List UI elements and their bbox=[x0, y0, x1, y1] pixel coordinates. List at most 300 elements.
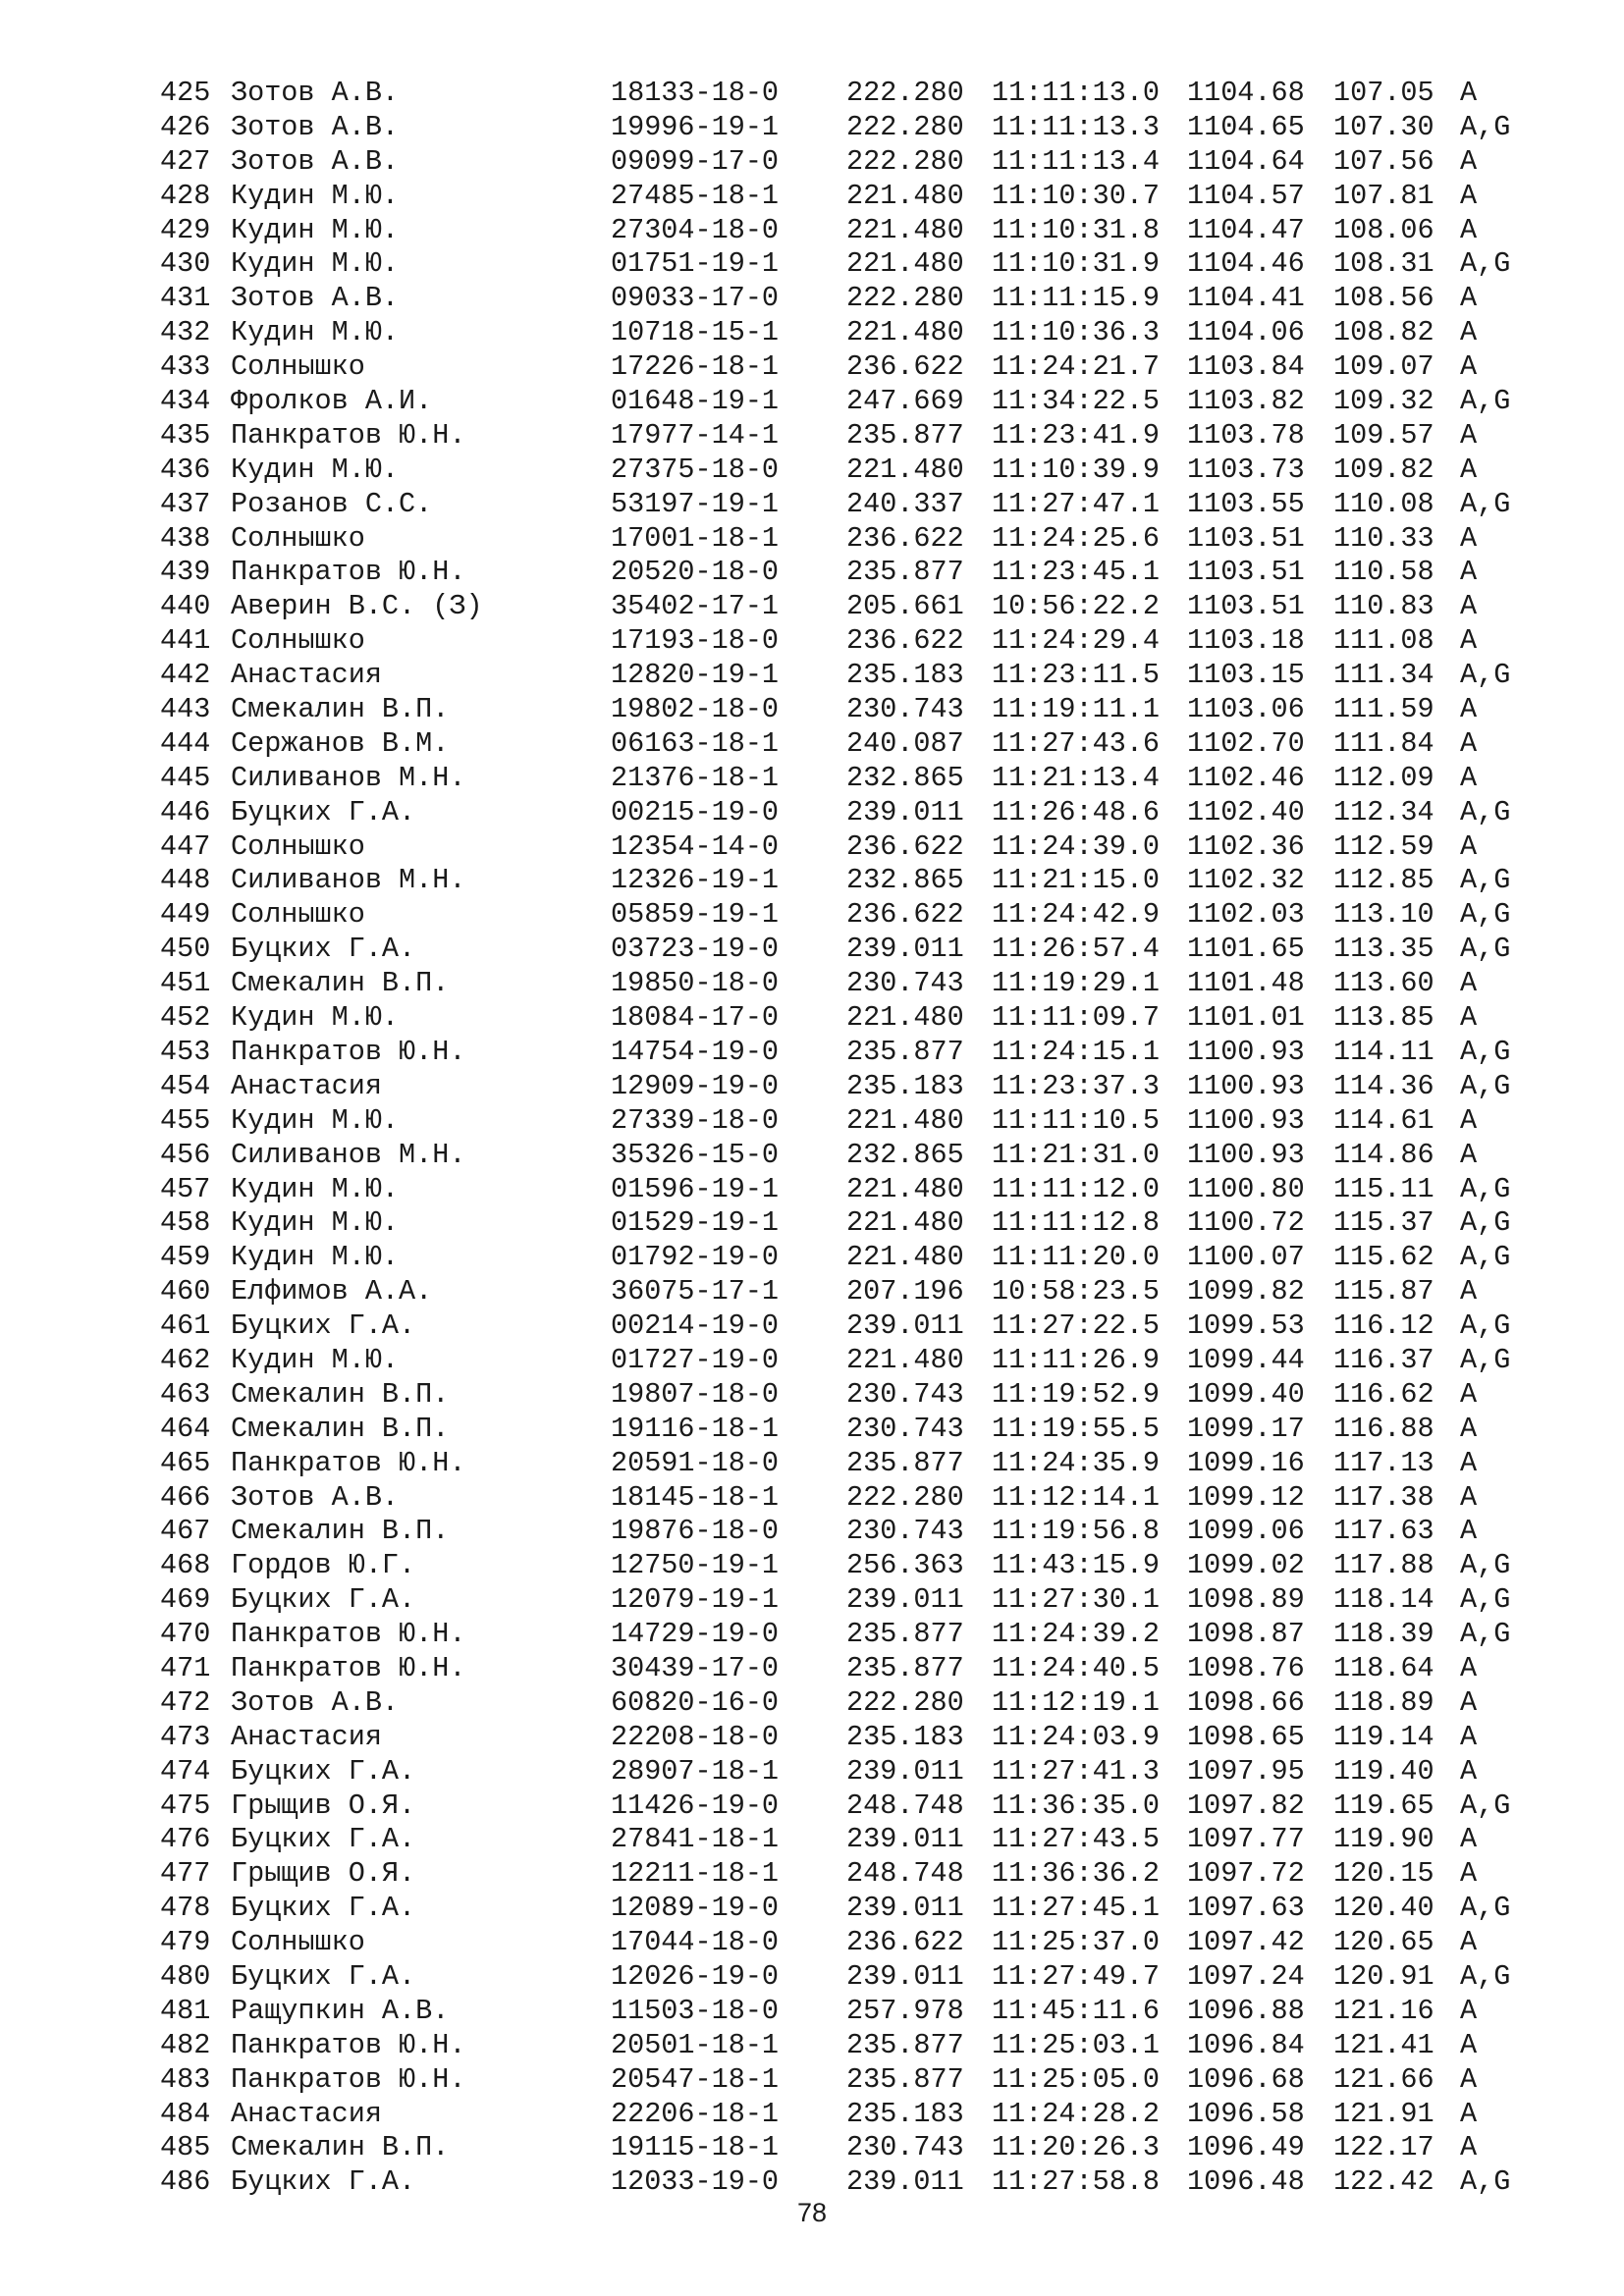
fancier-name: Кудин М.Ю. bbox=[231, 247, 400, 281]
flag: A,G bbox=[1460, 898, 1511, 932]
fancier-name: Грыщив О.Я. bbox=[231, 1789, 416, 1822]
fancier-name: Буцких Г.А. bbox=[231, 1583, 416, 1617]
distance: 256.363 bbox=[846, 1549, 964, 1582]
speed: 1099.44 bbox=[1187, 1343, 1305, 1376]
arrival-time: 11:12:19.1 bbox=[992, 1685, 1161, 1719]
result-number: 469 bbox=[160, 1583, 211, 1617]
arrival-time: 11:24:28.2 bbox=[992, 2097, 1161, 2130]
points: 112.34 bbox=[1333, 795, 1435, 828]
arrival-time: 11:36:36.2 bbox=[992, 1857, 1161, 1891]
points: 112.09 bbox=[1333, 761, 1435, 794]
speed: 1100.93 bbox=[1187, 1035, 1305, 1068]
speed: 1104.68 bbox=[1187, 77, 1305, 109]
points: 117.63 bbox=[1333, 1515, 1435, 1548]
ring-number: 27339-18-0 bbox=[611, 1103, 780, 1137]
points: 118.14 bbox=[1333, 1583, 1435, 1617]
arrival-time: 11:26:48.6 bbox=[992, 795, 1161, 828]
result-number: 475 bbox=[160, 1789, 211, 1822]
fancier-name: Панкратов Ю.Н. bbox=[231, 2062, 466, 2096]
ring-number: 11503-18-0 bbox=[611, 1994, 780, 2027]
result-number: 434 bbox=[160, 385, 211, 418]
fancier-name: Кудин М.Ю. bbox=[231, 316, 400, 349]
result-number: 448 bbox=[160, 864, 211, 897]
distance: 221.480 bbox=[846, 316, 964, 349]
result-number: 444 bbox=[160, 726, 211, 760]
points: 111.84 bbox=[1333, 726, 1435, 760]
speed: 1099.16 bbox=[1187, 1446, 1305, 1479]
fancier-name: Солнышко bbox=[231, 350, 365, 384]
speed: 1100.93 bbox=[1187, 1103, 1305, 1137]
ring-number: 18133-18-0 bbox=[611, 77, 780, 109]
points: 116.62 bbox=[1333, 1377, 1435, 1411]
arrival-time: 11:27:47.1 bbox=[992, 487, 1161, 520]
flag: A,G bbox=[1460, 1035, 1511, 1068]
ring-number: 21376-18-1 bbox=[611, 761, 780, 794]
result-number: 464 bbox=[160, 1412, 211, 1445]
flag: A bbox=[1460, 761, 1478, 794]
points: 109.82 bbox=[1333, 453, 1435, 486]
fancier-name: Кудин М.Ю. bbox=[231, 1241, 400, 1274]
arrival-time: 11:45:11.6 bbox=[992, 1994, 1161, 2027]
result-number: 478 bbox=[160, 1892, 211, 1925]
result-number: 439 bbox=[160, 556, 211, 589]
result-number: 470 bbox=[160, 1618, 211, 1651]
arrival-time: 11:11:26.9 bbox=[992, 1343, 1161, 1376]
distance: 230.743 bbox=[846, 967, 964, 1000]
arrival-time: 11:19:52.9 bbox=[992, 1377, 1161, 1411]
fancier-name: Панкратов Ю.Н. bbox=[231, 1651, 466, 1684]
distance: 239.011 bbox=[846, 1309, 964, 1343]
fancier-name: Силиванов М.Н. bbox=[231, 1138, 466, 1171]
ring-number: 19996-19-1 bbox=[611, 110, 780, 143]
arrival-time: 11:11:13.0 bbox=[992, 77, 1161, 109]
points: 113.10 bbox=[1333, 898, 1435, 932]
speed: 1097.24 bbox=[1187, 1959, 1305, 1993]
ring-number: 22208-18-0 bbox=[611, 1720, 780, 1753]
points: 118.89 bbox=[1333, 1685, 1435, 1719]
distance: 221.480 bbox=[846, 1172, 964, 1205]
speed: 1103.84 bbox=[1187, 350, 1305, 384]
arrival-time: 11:10:30.7 bbox=[992, 179, 1161, 212]
points: 110.33 bbox=[1333, 521, 1435, 555]
flag: A bbox=[1460, 2062, 1478, 2096]
points: 112.85 bbox=[1333, 864, 1435, 897]
speed: 1096.68 bbox=[1187, 2062, 1305, 2096]
result-number: 466 bbox=[160, 1480, 211, 1514]
distance: 235.877 bbox=[846, 556, 964, 589]
flag: A bbox=[1460, 1857, 1478, 1891]
page-number: 78 bbox=[796, 2198, 828, 2227]
ring-number: 01529-19-1 bbox=[611, 1206, 780, 1240]
result-number: 456 bbox=[160, 1138, 211, 1171]
points: 114.11 bbox=[1333, 1035, 1435, 1068]
distance: 247.669 bbox=[846, 385, 964, 418]
distance: 235.183 bbox=[846, 1720, 964, 1753]
ring-number: 20520-18-0 bbox=[611, 556, 780, 589]
points: 115.62 bbox=[1333, 1241, 1435, 1274]
arrival-time: 11:23:37.3 bbox=[992, 1069, 1161, 1102]
flag: A bbox=[1460, 1001, 1478, 1035]
result-number: 461 bbox=[160, 1309, 211, 1343]
arrival-time: 11:23:11.5 bbox=[992, 659, 1161, 692]
ring-number: 09033-17-0 bbox=[611, 282, 780, 315]
points: 113.85 bbox=[1333, 1001, 1435, 1035]
points: 116.88 bbox=[1333, 1412, 1435, 1445]
result-number: 451 bbox=[160, 967, 211, 1000]
result-number: 485 bbox=[160, 2131, 211, 2164]
points: 117.38 bbox=[1333, 1480, 1435, 1514]
result-number: 462 bbox=[160, 1343, 211, 1376]
points: 115.87 bbox=[1333, 1275, 1435, 1308]
fancier-name: Панкратов Ю.Н. bbox=[231, 418, 466, 452]
result-number: 452 bbox=[160, 1001, 211, 1035]
fancier-name: Зотов А.В. bbox=[231, 282, 400, 315]
distance: 236.622 bbox=[846, 829, 964, 863]
result-number: 480 bbox=[160, 1959, 211, 1993]
distance: 239.011 bbox=[846, 1959, 964, 1993]
ring-number: 01727-19-0 bbox=[611, 1343, 780, 1376]
flag: A,G bbox=[1460, 385, 1511, 418]
fancier-name: Кудин М.Ю. bbox=[231, 453, 400, 486]
points: 115.37 bbox=[1333, 1206, 1435, 1240]
ring-number: 60820-16-0 bbox=[611, 1685, 780, 1719]
ring-number: 09099-17-0 bbox=[611, 144, 780, 178]
arrival-time: 11:21:31.0 bbox=[992, 1138, 1161, 1171]
arrival-time: 11:19:29.1 bbox=[992, 967, 1161, 1000]
ring-number: 12909-19-0 bbox=[611, 1069, 780, 1102]
points: 114.36 bbox=[1333, 1069, 1435, 1102]
flag: A,G bbox=[1460, 487, 1511, 520]
flag: A bbox=[1460, 1412, 1478, 1445]
distance: 235.877 bbox=[846, 2028, 964, 2061]
points: 113.60 bbox=[1333, 967, 1435, 1000]
ring-number: 12820-19-1 bbox=[611, 659, 780, 692]
distance: 222.280 bbox=[846, 77, 964, 109]
ring-number: 18145-18-1 bbox=[611, 1480, 780, 1514]
points: 121.66 bbox=[1333, 2062, 1435, 2096]
result-number: 481 bbox=[160, 1994, 211, 2027]
points: 111.34 bbox=[1333, 659, 1435, 692]
arrival-time: 11:24:42.9 bbox=[992, 898, 1161, 932]
flag: A bbox=[1460, 1720, 1478, 1753]
points: 110.58 bbox=[1333, 556, 1435, 589]
speed: 1103.06 bbox=[1187, 693, 1305, 726]
arrival-time: 11:27:43.6 bbox=[992, 726, 1161, 760]
distance: 205.661 bbox=[846, 590, 964, 623]
flag: A,G bbox=[1460, 247, 1511, 281]
fancier-name: Панкратов Ю.Н. bbox=[231, 556, 466, 589]
fancier-name: Солнышко bbox=[231, 829, 365, 863]
points: 120.40 bbox=[1333, 1892, 1435, 1925]
result-number: 465 bbox=[160, 1446, 211, 1479]
points: 114.61 bbox=[1333, 1103, 1435, 1137]
result-number: 443 bbox=[160, 693, 211, 726]
speed: 1104.64 bbox=[1187, 144, 1305, 178]
fancier-name: Буцких Г.А. bbox=[231, 1823, 416, 1856]
speed: 1096.58 bbox=[1187, 2097, 1305, 2130]
ring-number: 27485-18-1 bbox=[611, 179, 780, 212]
speed: 1098.76 bbox=[1187, 1651, 1305, 1684]
speed: 1099.53 bbox=[1187, 1309, 1305, 1343]
flag: A,G bbox=[1460, 1172, 1511, 1205]
fancier-name: Кудин М.Ю. bbox=[231, 1172, 400, 1205]
points: 121.16 bbox=[1333, 1994, 1435, 2027]
speed: 1104.06 bbox=[1187, 316, 1305, 349]
arrival-time: 11:43:15.9 bbox=[992, 1549, 1161, 1582]
flag: A bbox=[1460, 350, 1478, 384]
distance: 236.622 bbox=[846, 898, 964, 932]
flag: A bbox=[1460, 624, 1478, 658]
flag: A bbox=[1460, 77, 1478, 109]
arrival-time: 11:10:31.9 bbox=[992, 247, 1161, 281]
arrival-time: 10:58:23.5 bbox=[992, 1275, 1161, 1308]
distance: 240.337 bbox=[846, 487, 964, 520]
flag: A,G bbox=[1460, 795, 1511, 828]
points: 120.91 bbox=[1333, 1959, 1435, 1993]
ring-number: 12079-19-1 bbox=[611, 1583, 780, 1617]
ring-number: 27841-18-1 bbox=[611, 1823, 780, 1856]
fancier-name: Зотов А.В. bbox=[231, 110, 400, 143]
ring-number: 12211-18-1 bbox=[611, 1857, 780, 1891]
arrival-time: 11:23:45.1 bbox=[992, 556, 1161, 589]
speed: 1099.82 bbox=[1187, 1275, 1305, 1308]
flag: A,G bbox=[1460, 1618, 1511, 1651]
points: 117.13 bbox=[1333, 1446, 1435, 1479]
fancier-name: Анастасия bbox=[231, 1720, 382, 1753]
fancier-name: Зотов А.В. bbox=[231, 1685, 400, 1719]
fancier-name: Гордов Ю.Г. bbox=[231, 1549, 416, 1582]
flag: A bbox=[1460, 521, 1478, 555]
flag: A bbox=[1460, 453, 1478, 486]
speed: 1104.41 bbox=[1187, 282, 1305, 315]
points: 109.32 bbox=[1333, 385, 1435, 418]
ring-number: 20547-18-1 bbox=[611, 2062, 780, 2096]
distance: 236.622 bbox=[846, 350, 964, 384]
ring-number: 27304-18-0 bbox=[611, 213, 780, 246]
arrival-time: 11:11:13.3 bbox=[992, 110, 1161, 143]
distance: 235.877 bbox=[846, 418, 964, 452]
points: 114.86 bbox=[1333, 1138, 1435, 1171]
distance: 239.011 bbox=[846, 795, 964, 828]
speed: 1104.65 bbox=[1187, 110, 1305, 143]
flag: A bbox=[1460, 1138, 1478, 1171]
fancier-name: Смекалин В.П. bbox=[231, 1412, 450, 1445]
distance: 221.480 bbox=[846, 213, 964, 246]
result-number: 438 bbox=[160, 521, 211, 555]
fancier-name: Кудин М.Ю. bbox=[231, 1206, 400, 1240]
flag: A bbox=[1460, 1103, 1478, 1137]
flag: A,G bbox=[1460, 864, 1511, 897]
flag: A bbox=[1460, 693, 1478, 726]
flag: A bbox=[1460, 1994, 1478, 2027]
distance: 232.865 bbox=[846, 1138, 964, 1171]
points: 119.65 bbox=[1333, 1789, 1435, 1822]
ring-number: 01751-19-1 bbox=[611, 247, 780, 281]
points: 107.56 bbox=[1333, 144, 1435, 178]
arrival-time: 10:56:22.2 bbox=[992, 590, 1161, 623]
speed: 1101.01 bbox=[1187, 1001, 1305, 1035]
flag: A bbox=[1460, 1377, 1478, 1411]
distance: 239.011 bbox=[846, 1754, 964, 1788]
arrival-time: 11:12:14.1 bbox=[992, 1480, 1161, 1514]
flag: A bbox=[1460, 2097, 1478, 2130]
flag: A,G bbox=[1460, 1789, 1511, 1822]
result-number: 453 bbox=[160, 1035, 211, 1068]
points: 120.65 bbox=[1333, 1926, 1435, 1959]
flag: A,G bbox=[1460, 1241, 1511, 1274]
flag: A,G bbox=[1460, 1892, 1511, 1925]
fancier-name: Зотов А.В. bbox=[231, 1480, 400, 1514]
arrival-time: 11:27:49.7 bbox=[992, 1959, 1161, 1993]
distance: 221.480 bbox=[846, 1001, 964, 1035]
arrival-time: 11:34:22.5 bbox=[992, 385, 1161, 418]
ring-number: 14729-19-0 bbox=[611, 1618, 780, 1651]
ring-number: 30439-17-0 bbox=[611, 1651, 780, 1684]
speed: 1100.93 bbox=[1187, 1069, 1305, 1102]
distance: 221.480 bbox=[846, 1103, 964, 1137]
ring-number: 19116-18-1 bbox=[611, 1412, 780, 1445]
result-number: 455 bbox=[160, 1103, 211, 1137]
fancier-name: Смекалин В.П. bbox=[231, 1377, 450, 1411]
flag: A,G bbox=[1460, 1206, 1511, 1240]
flag: A bbox=[1460, 213, 1478, 246]
fancier-name: Фролков А.И. bbox=[231, 385, 433, 418]
arrival-time: 11:25:03.1 bbox=[992, 2028, 1161, 2061]
speed: 1096.48 bbox=[1187, 2165, 1305, 2199]
fancier-name: Кудин М.Ю. bbox=[231, 1343, 400, 1376]
flag: A bbox=[1460, 1754, 1478, 1788]
distance: 230.743 bbox=[846, 1377, 964, 1411]
distance: 230.743 bbox=[846, 2131, 964, 2164]
ring-number: 01596-19-1 bbox=[611, 1172, 780, 1205]
points: 108.82 bbox=[1333, 316, 1435, 349]
fancier-name: Анастасия bbox=[231, 659, 382, 692]
ring-number: 19115-18-1 bbox=[611, 2131, 780, 2164]
flag: A bbox=[1460, 1926, 1478, 1959]
ring-number: 12750-19-1 bbox=[611, 1549, 780, 1582]
points: 107.30 bbox=[1333, 110, 1435, 143]
arrival-time: 11:11:10.5 bbox=[992, 1103, 1161, 1137]
result-number: 427 bbox=[160, 144, 211, 178]
distance: 230.743 bbox=[846, 1412, 964, 1445]
distance: 239.011 bbox=[846, 1823, 964, 1856]
ring-number: 12089-19-0 bbox=[611, 1892, 780, 1925]
distance: 230.743 bbox=[846, 693, 964, 726]
fancier-name: Анастасия bbox=[231, 2097, 382, 2130]
arrival-time: 11:19:56.8 bbox=[992, 1515, 1161, 1548]
result-number: 474 bbox=[160, 1754, 211, 1788]
distance: 222.280 bbox=[846, 1480, 964, 1514]
flag: A bbox=[1460, 1685, 1478, 1719]
speed: 1098.87 bbox=[1187, 1618, 1305, 1651]
speed: 1097.63 bbox=[1187, 1892, 1305, 1925]
arrival-time: 11:11:13.4 bbox=[992, 144, 1161, 178]
ring-number: 35326-15-0 bbox=[611, 1138, 780, 1171]
ring-number: 17193-18-0 bbox=[611, 624, 780, 658]
points: 118.64 bbox=[1333, 1651, 1435, 1684]
speed: 1103.18 bbox=[1187, 624, 1305, 658]
distance: 257.978 bbox=[846, 1994, 964, 2027]
fancier-name: Аверин В.С. (З) bbox=[231, 590, 483, 623]
points: 111.08 bbox=[1333, 624, 1435, 658]
speed: 1096.49 bbox=[1187, 2131, 1305, 2164]
ring-number: 06163-18-1 bbox=[611, 726, 780, 760]
ring-number: 35402-17-1 bbox=[611, 590, 780, 623]
speed: 1102.32 bbox=[1187, 864, 1305, 897]
points: 122.17 bbox=[1333, 2131, 1435, 2164]
ring-number: 20501-18-1 bbox=[611, 2028, 780, 2061]
distance: 221.480 bbox=[846, 247, 964, 281]
speed: 1100.80 bbox=[1187, 1172, 1305, 1205]
fancier-name: Грыщив О.Я. bbox=[231, 1857, 416, 1891]
flag: A,G bbox=[1460, 933, 1511, 966]
arrival-time: 11:11:12.0 bbox=[992, 1172, 1161, 1205]
flag: A bbox=[1460, 590, 1478, 623]
speed: 1099.06 bbox=[1187, 1515, 1305, 1548]
points: 111.59 bbox=[1333, 693, 1435, 726]
arrival-time: 11:24:39.2 bbox=[992, 1618, 1161, 1651]
fancier-name: Смекалин В.П. bbox=[231, 693, 450, 726]
flag: A bbox=[1460, 316, 1478, 349]
points: 118.39 bbox=[1333, 1618, 1435, 1651]
distance: 235.183 bbox=[846, 659, 964, 692]
result-number: 467 bbox=[160, 1515, 211, 1548]
speed: 1103.73 bbox=[1187, 453, 1305, 486]
distance: 222.280 bbox=[846, 282, 964, 315]
points: 121.91 bbox=[1333, 2097, 1435, 2130]
result-number: 471 bbox=[160, 1651, 211, 1684]
distance: 207.196 bbox=[846, 1275, 964, 1308]
ring-number: 12354-14-0 bbox=[611, 829, 780, 863]
distance: 240.087 bbox=[846, 726, 964, 760]
flag: A bbox=[1460, 1480, 1478, 1514]
result-number: 431 bbox=[160, 282, 211, 315]
fancier-name: Зотов А.В. bbox=[231, 77, 400, 109]
flag: A bbox=[1460, 1275, 1478, 1308]
flag: A bbox=[1460, 179, 1478, 212]
points: 121.41 bbox=[1333, 2028, 1435, 2061]
arrival-time: 11:24:15.1 bbox=[992, 1035, 1161, 1068]
speed: 1096.84 bbox=[1187, 2028, 1305, 2061]
speed: 1103.51 bbox=[1187, 590, 1305, 623]
arrival-time: 11:25:05.0 bbox=[992, 2062, 1161, 2096]
arrival-time: 11:19:55.5 bbox=[992, 1412, 1161, 1445]
arrival-time: 11:27:41.3 bbox=[992, 1754, 1161, 1788]
result-number: 429 bbox=[160, 213, 211, 246]
distance: 239.011 bbox=[846, 2165, 964, 2199]
flag: A bbox=[1460, 829, 1478, 863]
arrival-time: 11:10:36.3 bbox=[992, 316, 1161, 349]
ring-number: 19850-18-0 bbox=[611, 967, 780, 1000]
result-number: 477 bbox=[160, 1857, 211, 1891]
fancier-name: Буцких Г.А. bbox=[231, 795, 416, 828]
fancier-name: Солнышко bbox=[231, 521, 365, 555]
ring-number: 12033-19-0 bbox=[611, 2165, 780, 2199]
speed: 1100.07 bbox=[1187, 1241, 1305, 1274]
fancier-name: Анастасия bbox=[231, 1069, 382, 1102]
points: 110.83 bbox=[1333, 590, 1435, 623]
flag: A bbox=[1460, 967, 1478, 1000]
result-number: 426 bbox=[160, 110, 211, 143]
distance: 248.748 bbox=[846, 1789, 964, 1822]
result-number: 458 bbox=[160, 1206, 211, 1240]
distance: 248.748 bbox=[846, 1857, 964, 1891]
arrival-time: 11:10:39.9 bbox=[992, 453, 1161, 486]
distance: 236.622 bbox=[846, 521, 964, 555]
speed: 1097.77 bbox=[1187, 1823, 1305, 1856]
fancier-name: Смекалин В.П. bbox=[231, 967, 450, 1000]
fancier-name: Елфимов А.А. bbox=[231, 1275, 433, 1308]
